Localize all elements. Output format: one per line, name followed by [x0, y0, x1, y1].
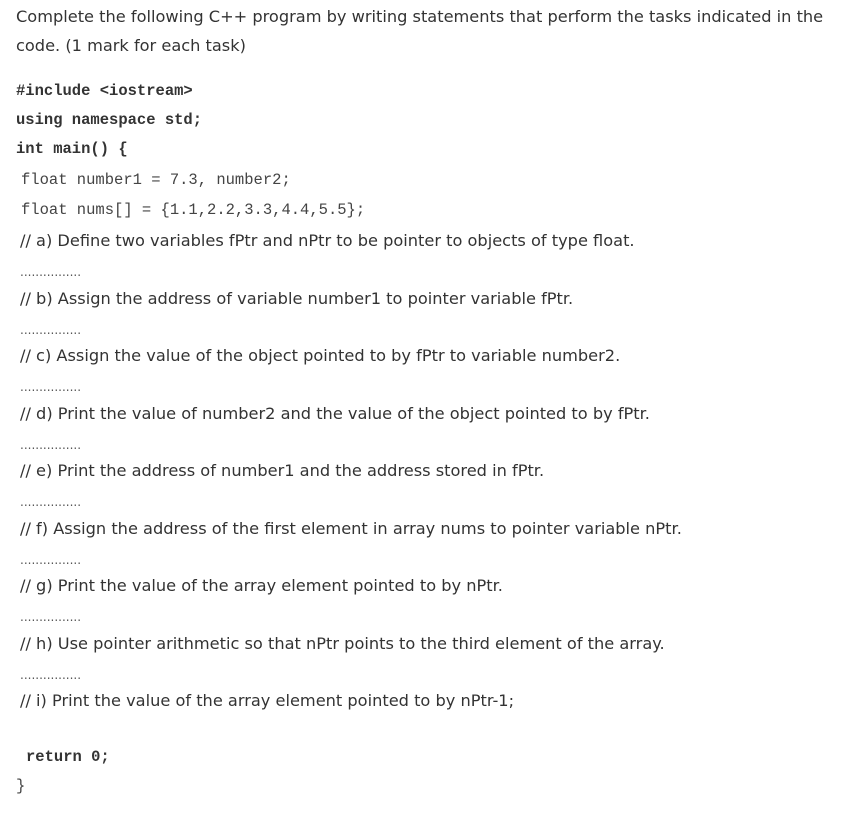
task-f-comment: // f) Assign the address of the first element in array nums to pointer variable nPtr. — [20, 519, 682, 538]
task-a-answer-blank: ................ — [20, 265, 82, 279]
task-g-answer-blank: ................ — [20, 610, 82, 624]
include-line: #include <iostream> — [16, 82, 193, 100]
task-h-answer-blank: ................ — [20, 668, 82, 682]
task-e-comment: // e) Print the address of number1 and the address stored in fPtr. — [20, 461, 545, 480]
task-b-answer-blank: ................ — [20, 323, 82, 337]
task-a-comment: // a) Define two variables fPtr and nPtr to be pointer to objects of type float. — [20, 231, 635, 250]
task-h-comment: // h) Use pointer arithmetic so that nPtr points to the third element of the array. — [20, 634, 665, 653]
return-statement: return 0; — [26, 748, 110, 766]
main-function-line: int main() { — [16, 140, 128, 158]
task-d-answer-blank: ................ — [20, 438, 82, 452]
task-i-comment: // i) Print the value of the array element pointed to by nPtr-1; — [20, 691, 515, 710]
float-array-declaration: float nums[] = {1.1,2.2,3.3,4.4,5.5}; — [21, 201, 366, 219]
task-c-answer-blank: ................ — [20, 380, 82, 394]
task-g-comment: // g) Print the value of the array element pointed to by nPtr. — [20, 576, 503, 595]
task-b-comment: // b) Assign the address of variable number1 to pointer variable fPtr. — [20, 289, 574, 308]
task-c-comment: // c) Assign the value of the object pointed to by fPtr to variable number2. — [20, 346, 621, 365]
using-namespace-line: using namespace std; — [16, 111, 203, 129]
task-e-answer-blank: ................ — [20, 495, 82, 509]
task-d-comment: // d) Print the value of number2 and the value of the object pointed to by fPtr. — [20, 404, 650, 423]
float-number-declaration: float number1 = 7.3, number2; — [21, 171, 291, 189]
closing-brace: } — [16, 777, 26, 795]
question-intro: Complete the following C++ program by writing statements that perform the tasks indicated in the code. (1 mark for each task) — [16, 7, 824, 55]
task-f-answer-blank: ................ — [20, 553, 82, 567]
